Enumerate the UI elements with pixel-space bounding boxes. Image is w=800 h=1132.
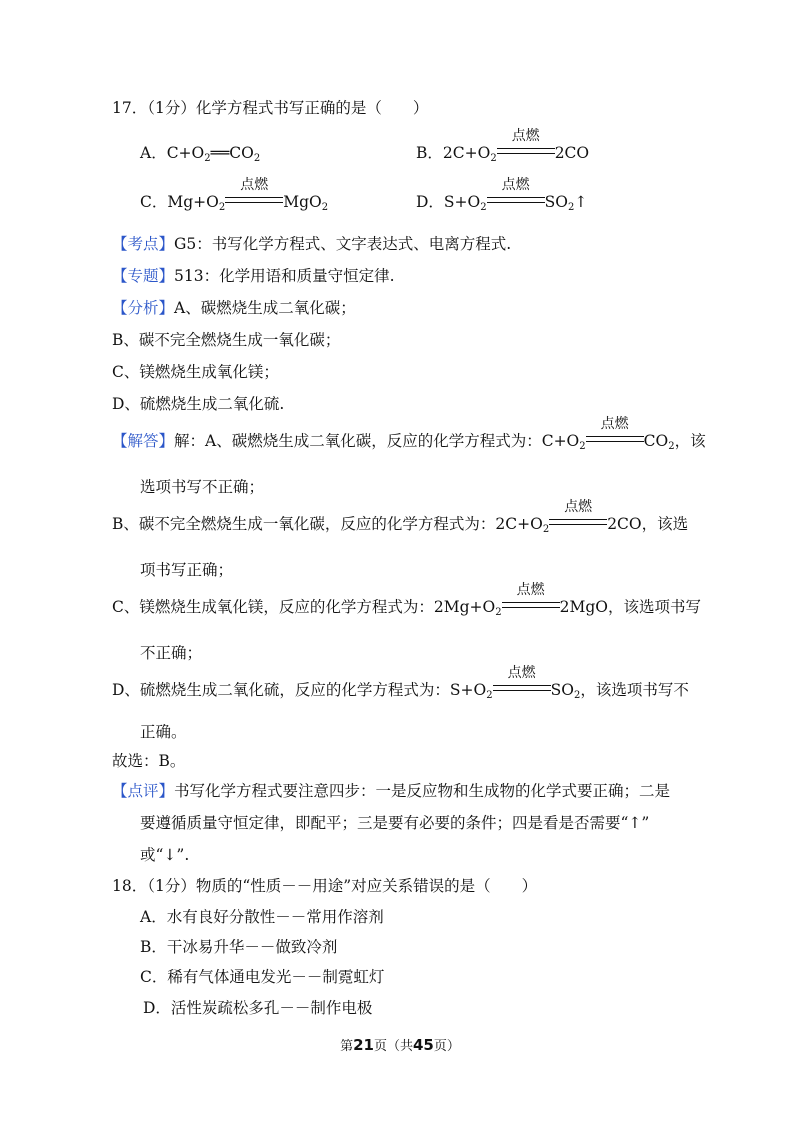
fenxi-tag: 【分析】 [112, 299, 175, 317]
fenxi-line: 【分析】A、碳燃烧生成二氧化碳； [112, 299, 356, 317]
zhuanti-line: 【专题】513：化学用语和质量守恒定律. [112, 267, 395, 285]
jieda-b-line: B、碳不完全燃烧生成一氧化碳，反应的化学方程式为：$2C+O_2$ 点燃 2CO，该选 [112, 499, 689, 535]
dianping-l3: 或“↓”. [140, 846, 190, 864]
q18-option-b[interactable]: B．干冰易升华－－做致冷剂 [140, 938, 338, 956]
reaction-condition: 点燃 [502, 602, 560, 612]
q17-option-b[interactable]: B．$2C+O_2$ 点燃 2CO [416, 128, 590, 164]
fenxi-d: D、硫燃烧生成二氧化硫. [112, 395, 285, 413]
q17-option-a[interactable]: A．$C+O_2══CO_2$ [140, 144, 261, 164]
q17-option-c[interactable]: C．$Mg+O_2$ 点燃 MgO$_2$ [140, 177, 329, 213]
reaction-condition: 点燃 [497, 148, 555, 158]
dianping-l2: 要遵循质量守恒定律，即配平；三是要有必要的条件；四是看是否需要“↑” [140, 814, 650, 832]
fenxi-b: B、碳不完全燃烧生成一氧化碳； [112, 331, 341, 349]
dianping-line: 【点评】书写化学方程式要注意四步：一是反应物和生成物的化学式要正确；二是 [112, 782, 671, 800]
jieda-c-cont: 不正确； [140, 644, 203, 662]
jieda-b-cont: 项书写正确； [140, 561, 234, 579]
kaodian-tag: 【考点】 [112, 235, 175, 253]
q18-option-a[interactable]: A．水有良好分散性－－常用作溶剂 [140, 908, 384, 926]
reaction-condition: 点燃 [225, 197, 283, 207]
dianping-tag: 【点评】 [112, 782, 175, 800]
reaction-condition: 点燃 [586, 436, 644, 446]
jieda-tag: 【解答】 [112, 432, 175, 450]
q17-stem: 17．（1分）化学方程式书写正确的是（ ） [112, 99, 429, 117]
kaodian-line: 【考点】G5：书写化学方程式、文字表达式、电离方程式. [112, 235, 512, 253]
q18-stem: 18．（1分）物质的“性质－－用途”对应关系错误的是（ ） [112, 877, 538, 895]
jieda-a-line: 【解答】解：A、碳燃烧生成二氧化碳，反应的化学方程式为：$C+O_2$ 点燃 $CO_2$，该 [112, 416, 706, 452]
page-footer: 第21页（共45页） [340, 1036, 460, 1054]
answer-line: 故选：B。 [112, 752, 186, 770]
q17-option-d[interactable]: D．$S+O_2$ 点燃 $SO_2↑$ [416, 177, 588, 213]
jieda-c-line: C、镁燃烧生成氧化镁，反应的化学方程式为：$2Mg+O_2$ 点燃 2MgO，该选项书写 [112, 582, 701, 618]
fenxi-c: C、镁燃烧生成氧化镁； [112, 363, 279, 381]
q18-option-c[interactable]: C．稀有气体通电发光－－制霓虹灯 [140, 968, 385, 986]
jieda-a-cont: 选项书写不正确； [140, 478, 265, 496]
page-number: 21 [353, 1036, 374, 1054]
q18-option-d[interactable]: D．活性炭疏松多孔－－制作电极 [143, 999, 373, 1017]
jieda-d-cont: 正确。 [140, 723, 187, 741]
jieda-d-line: D、硫燃烧生成二氧化硫，反应的化学方程式为：$S+O_2$ 点燃 $SO_2$，该选项书写不 [112, 665, 689, 701]
page-total: 45 [413, 1036, 434, 1054]
reaction-condition: 点燃 [487, 197, 545, 207]
reaction-condition: 点燃 [549, 519, 607, 529]
zhuanti-tag: 【专题】 [112, 267, 175, 285]
reaction-condition: 点燃 [493, 685, 551, 695]
